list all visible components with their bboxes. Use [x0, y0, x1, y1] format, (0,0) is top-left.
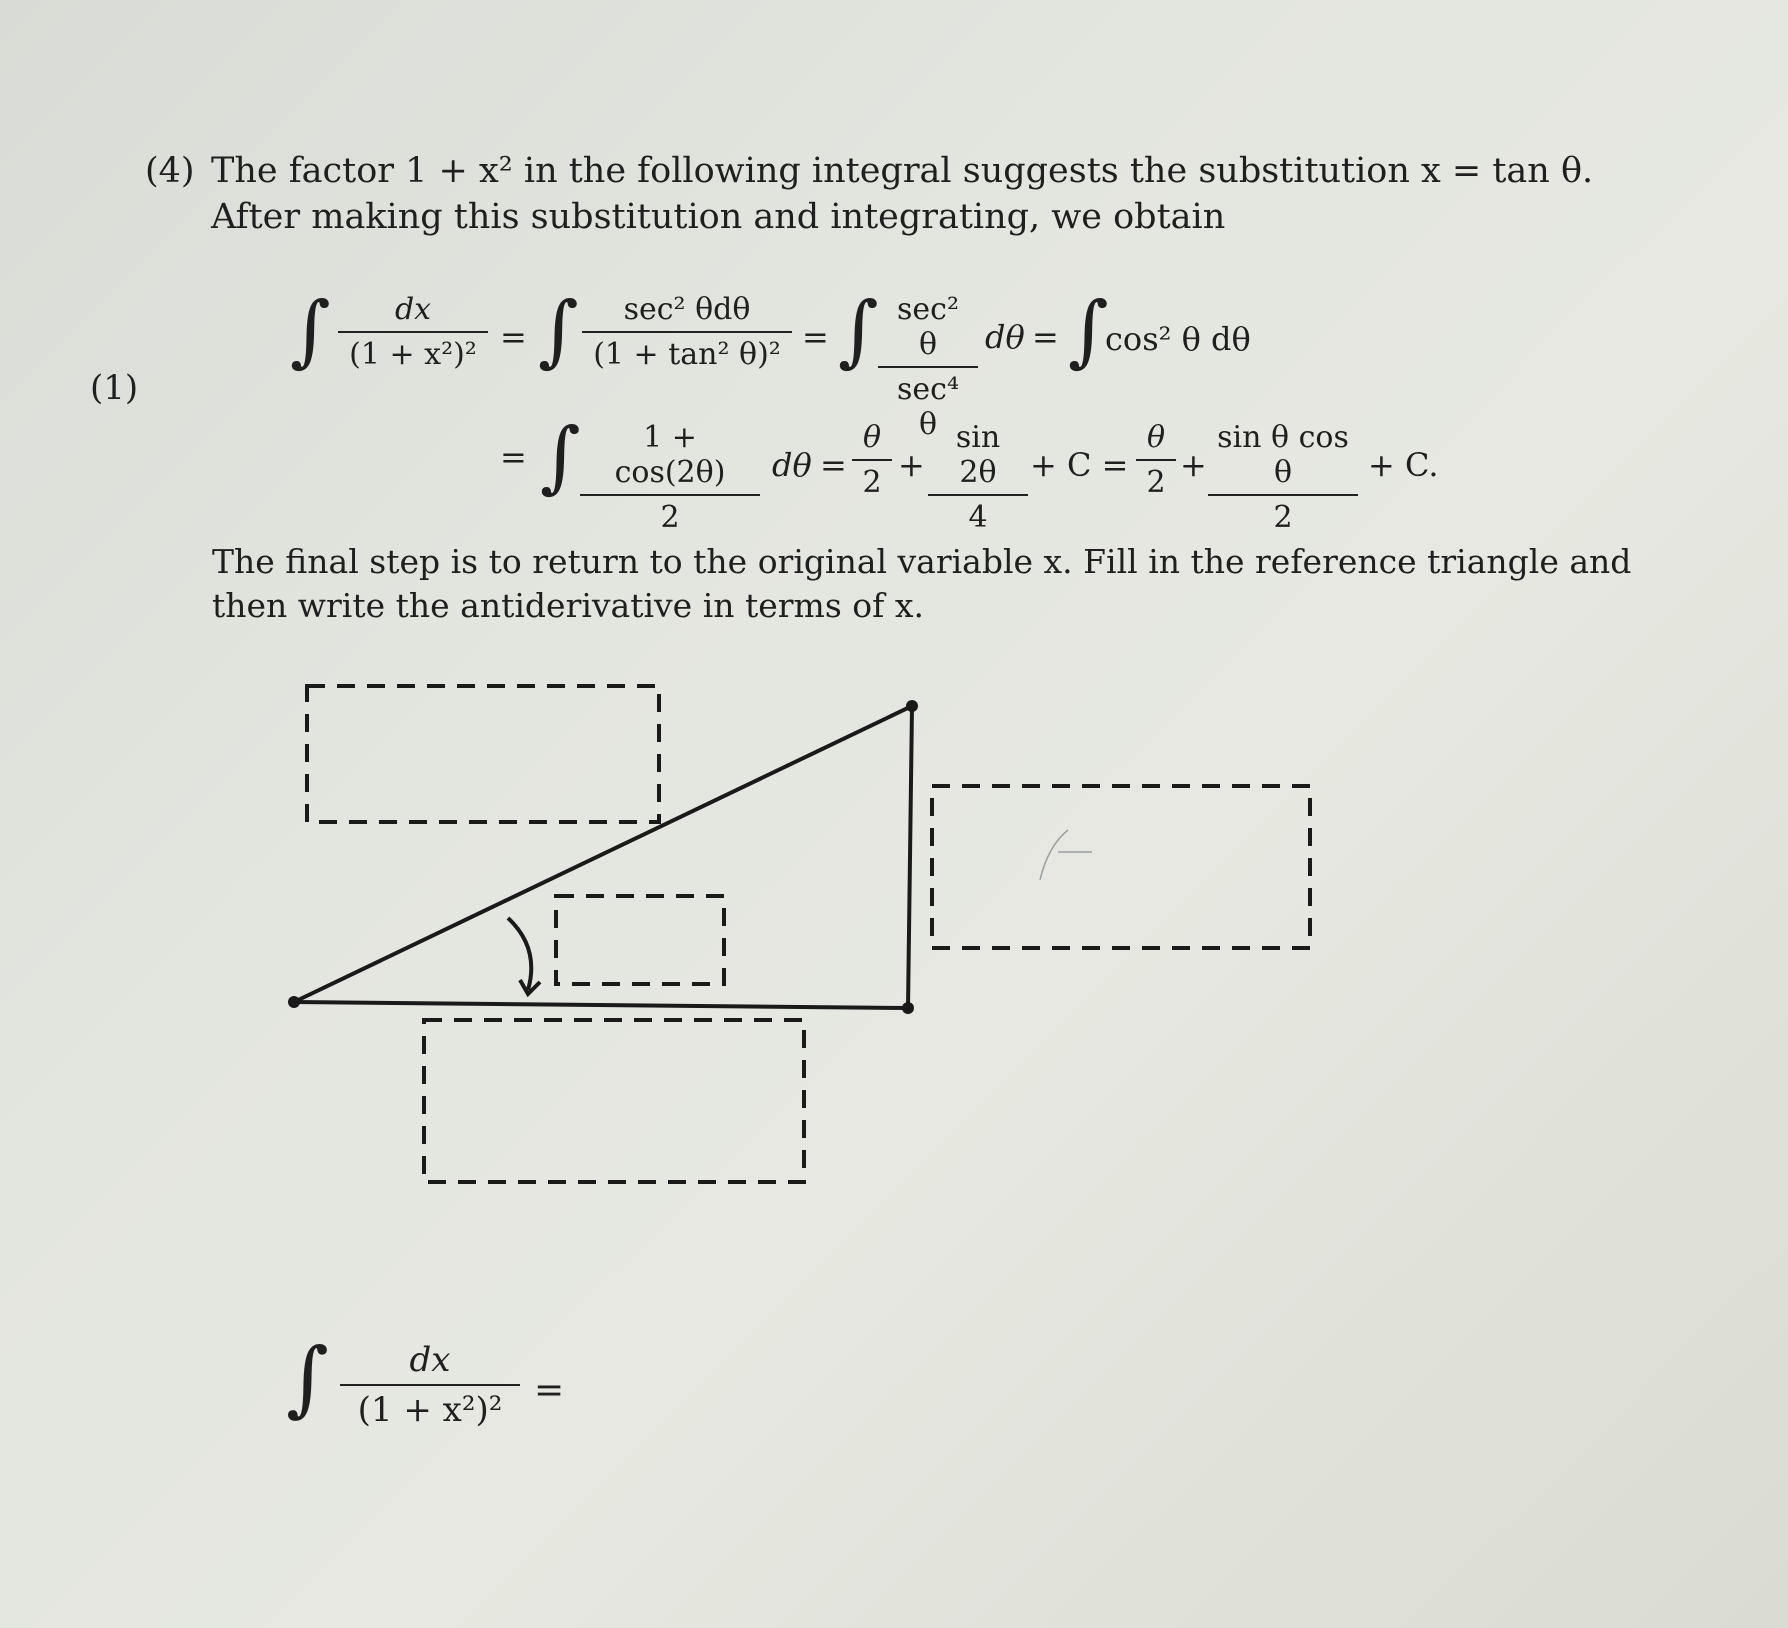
denominator: 2: [660, 500, 680, 535]
instruction-text: The final step is to return to the original variable x. Fill in the reference triangle and then write the antiderivative in terms of x.: [212, 542, 1632, 625]
angle-arc-icon: [508, 918, 531, 990]
numerator: θ: [1146, 420, 1166, 455]
numerator: dx: [409, 1340, 451, 1380]
integral-sign: ∫: [838, 286, 879, 376]
differential: dθ: [772, 446, 812, 484]
denominator: 4: [968, 500, 988, 535]
numerator: sin θ cos θ: [1217, 420, 1349, 490]
vertex-dot: [906, 700, 918, 712]
integral-sign: ∫: [1068, 286, 1109, 376]
equation-label: (1): [90, 368, 139, 408]
angle-input[interactable]: [561, 901, 723, 981]
denominator: 2: [1146, 465, 1166, 500]
denominator: 2: [1273, 500, 1293, 535]
denominator: (1 + x²)²: [357, 1390, 503, 1430]
numerator: θ: [862, 420, 882, 455]
integrand: cos² θ dθ: [1105, 320, 1251, 358]
numerator: dx: [394, 292, 432, 327]
numerator: sin 2θ: [955, 420, 1001, 490]
integral-sign: ∫: [540, 412, 581, 502]
problem-text: The factor 1 + x² in the following integral suggests the substitution x = tan θ. After making this substitution and integrating, we obtain: [211, 151, 1594, 237]
constant-term: + C.: [1368, 446, 1439, 484]
plus-sign: +: [898, 446, 925, 484]
constant-term: + C =: [1030, 446, 1129, 484]
vertex-dot: [902, 1002, 914, 1014]
numerator: sec² θdθ: [623, 292, 751, 327]
equals-sign: =: [820, 446, 847, 484]
differential: dθ: [985, 318, 1025, 356]
denominator: (1 + x²)²: [349, 337, 477, 372]
denominator: 2: [862, 465, 882, 500]
denominator: (1 + tan² θ)²: [593, 337, 781, 372]
equals-sign: =: [500, 438, 527, 476]
numerator: sec² θ: [897, 292, 959, 362]
equals-sign: =: [500, 318, 527, 356]
opposite-input[interactable]: [937, 791, 1309, 945]
denominator: sec⁴ θ: [897, 372, 959, 442]
integral-sign: ∫: [538, 286, 579, 376]
integral-sign: ∫: [290, 286, 331, 376]
equals-sign: =: [1032, 318, 1059, 356]
adjacent-input[interactable]: [429, 1025, 803, 1179]
vertex-dot: [288, 996, 300, 1008]
plus-sign: +: [1180, 446, 1207, 484]
numerator: 1 + cos(2θ): [614, 420, 726, 490]
hypotenuse-input[interactable]: [312, 691, 658, 819]
integral-sign: ∫: [286, 1331, 329, 1426]
equals-sign: =: [802, 318, 829, 356]
problem-number: (4): [145, 151, 195, 191]
equals-sign: =: [534, 1370, 565, 1411]
